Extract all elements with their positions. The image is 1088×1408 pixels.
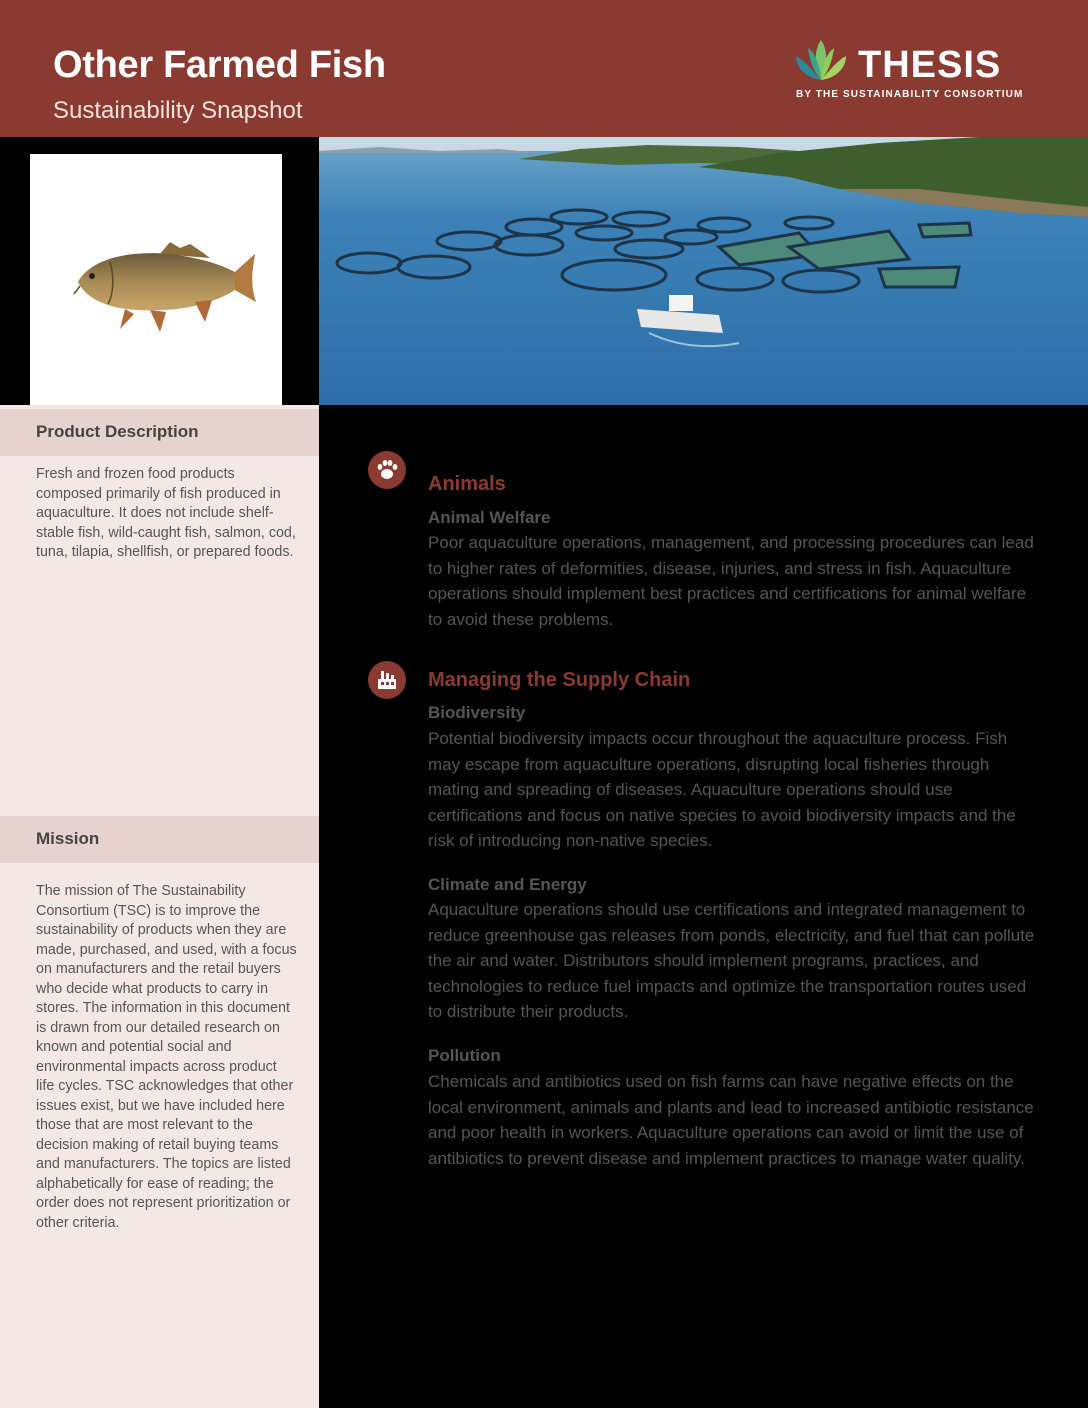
mission-heading: Mission [36,829,100,848]
section-title-animals: Animals [428,473,506,495]
product-description-text: Fresh and frozen food products composed primarily of fish produced in aquaculture. It does not include shelf-stable fish, wild-caught fish, salmon, cod, tuna, tilapia, shellfish, or prepared foods. [36,466,296,560]
mission-heading-bar [0,816,319,863]
factory-icon [368,661,406,699]
page-title: Other Farmed Fish [53,44,386,86]
animals-section-icon [368,451,406,489]
page-header [0,0,1088,137]
thesis-logo [790,34,1030,104]
logo-wordmark: THESIS [858,44,1002,86]
lotus-icon [790,36,852,86]
product-description-heading-bar [0,409,319,456]
paw-icon [368,451,406,489]
supply-chain-section-icon [368,661,406,699]
carp-fish-image [30,154,282,405]
fish-farm-pens-image [319,137,1088,405]
topic-title-climate-energy: Climate and Energy [428,875,587,894]
topic-text-pollution: Chemicals and antibiotics used on fish farms can have negative effects on the local environment, animals and plants and lead to increased antibiotic resistance and poor health in workers. Aquaculture operations can avoid or limit the use of antibiotics to prevent disease and implement practices to manage water quality. [428,1072,1034,1168]
fish-image [30,154,282,405]
topic-text-animal-welfare: Poor aquaculture operations, management, and processing procedures can lead to higher rates of deformities, disease, injuries, and stress in fish. Aquaculture operations should implement best practices and certifications for animal welfare to avoid these problems. [428,533,1034,629]
sidebar [0,405,319,1408]
topic-title-animal-welfare: Animal Welfare [428,508,551,527]
mission-text: The mission of The Sustainability Consortium (TSC) is to improve the sustainability of products when they are made, purchased, and used, with a focus on manufacturers and the retail buyers who decide what products to carry in stores. The information in this document is drawn from our detailed research on known and potential social and environmental impacts across product life cycles. TSC acknowledges that other issues exist, but we have included here those that are most relevant to the decision making of retail buying teams and manufacturers. The topics are listed alphabetically for ease of reading; the order does not represent prioritization or other criteria. [36,883,297,1231]
topic-text-biodiversity: Potential biodiversity impacts occur throughout the aquaculture process. Fish may escape from aquaculture operations, disrupting local fisheries through mating and spreading of diseases. Aquaculture operations should use certifications and focus on native species to avoid biodiversity impacts and the risk of introducing non-native species. [428,729,1016,850]
section-title-supply-chain: Managing the Supply Chain [428,669,691,691]
topic-text-climate-energy: Aquaculture operations should use certifications and integrated management to reduce greenhouse gas releases from ponds, electricity, and fuel that can pollute the air and water. Distributors should implement programs, practices, and technologies to reduce fuel impacts and optimize the transportation routes used to distribute their products. [428,900,1035,1021]
page-subtitle: Sustainability Snapshot [53,97,303,124]
logo-tagline: BY THE SUSTAINABILITY CONSORTIUM [796,89,1024,100]
product-description-heading: Product Description [36,422,199,441]
topic-title-pollution: Pollution [428,1046,501,1065]
aquaculture-photo [319,137,1088,405]
topic-title-biodiversity: Biodiversity [428,703,526,722]
